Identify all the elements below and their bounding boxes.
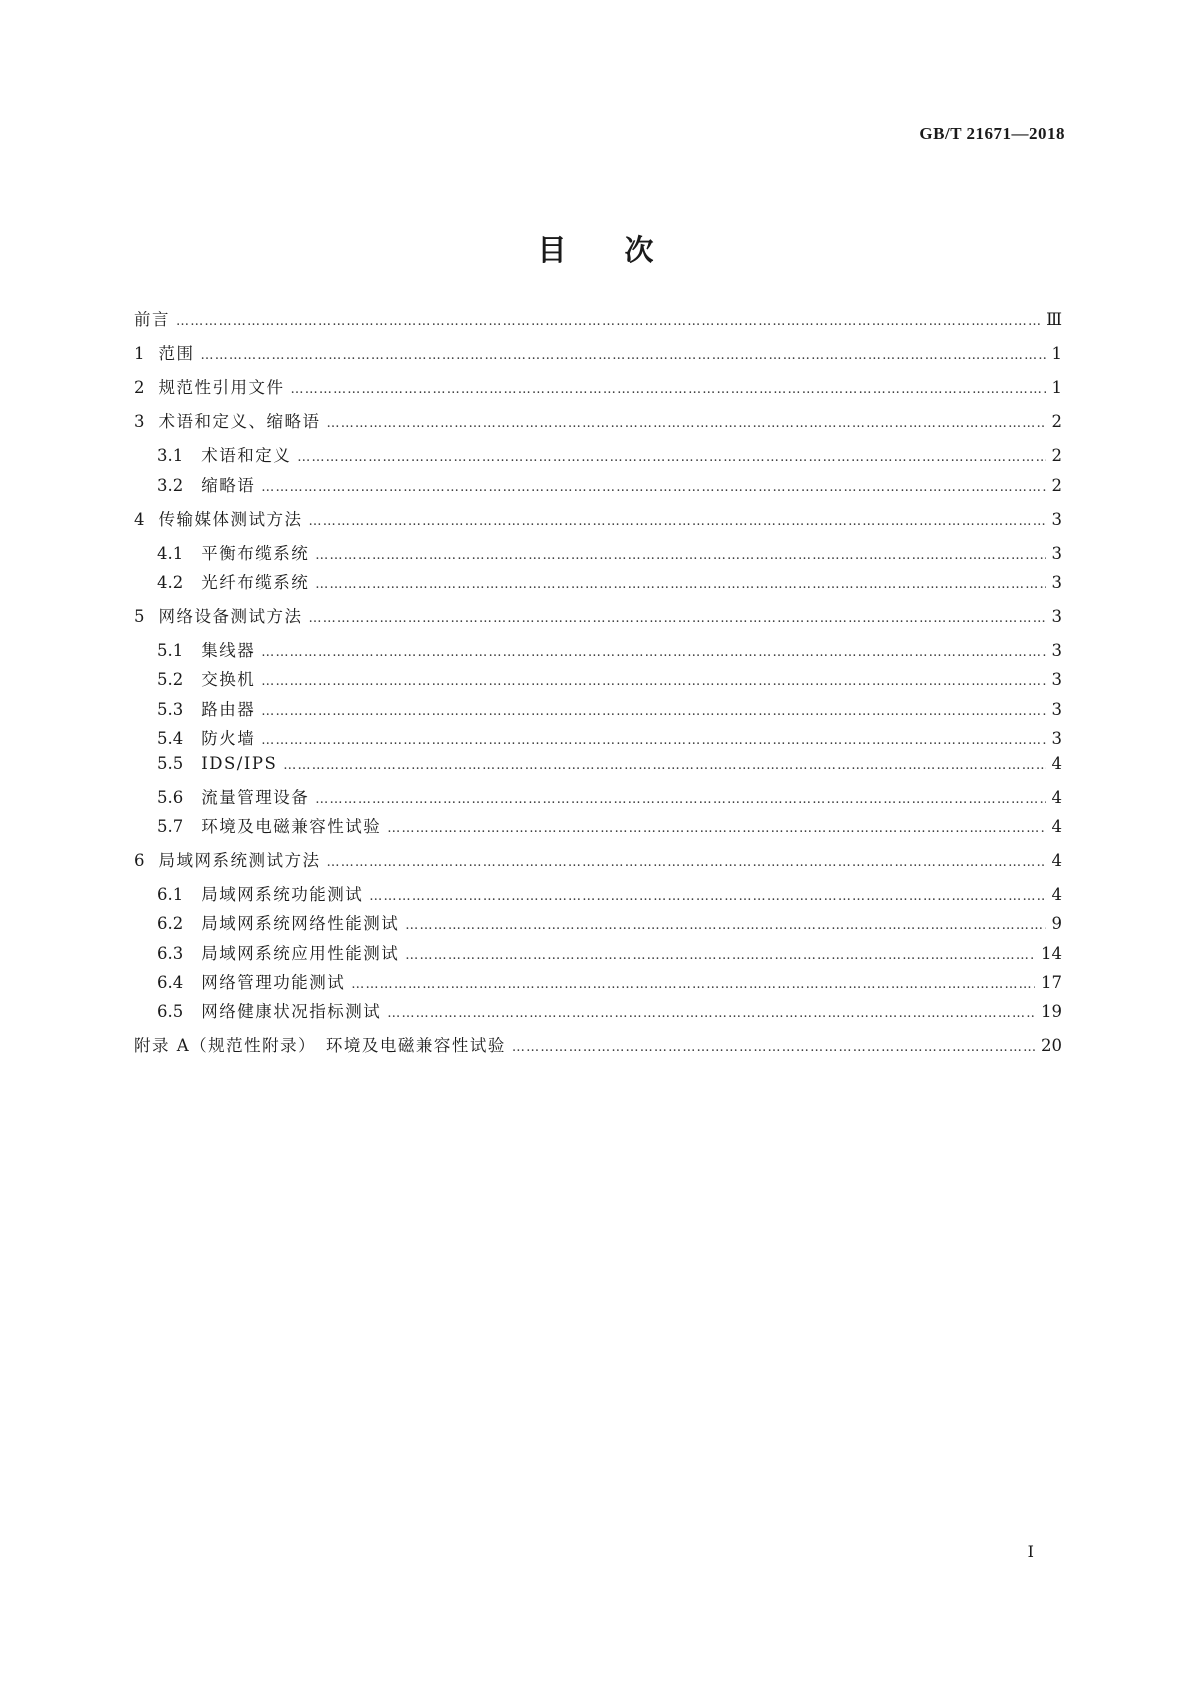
- toc-entry-page: 9: [1051, 914, 1062, 933]
- toc-entry[interactable]: [134, 374, 1062, 398]
- toc-entry[interactable]: [157, 754, 1062, 778]
- toc-entry-number: 3.1: [157, 446, 184, 465]
- toc-entry-label: 网络管理功能测试: [201, 973, 346, 992]
- toc-entry-page: 4: [1051, 788, 1062, 807]
- toc-entry-label: 术语和定义: [201, 446, 292, 465]
- toc-entry-number: 6.3: [157, 944, 184, 963]
- toc-entry-label: 平衡布缆系统: [201, 544, 310, 563]
- toc-entry-page: 2: [1051, 412, 1062, 431]
- toc-leader-dots: [261, 645, 1045, 660]
- toc-entry[interactable]: [157, 969, 1062, 993]
- toc-entry-number: 5: [134, 607, 145, 626]
- toc-leader-dots: [315, 792, 1045, 807]
- toc-entry-label: 光纤布缆系统: [201, 573, 310, 592]
- toc-leader-dots: [261, 733, 1045, 748]
- toc-entry-label: 前言: [134, 310, 170, 329]
- toc-leader-dots: [309, 514, 1046, 529]
- toc-entry[interactable]: [134, 506, 1062, 530]
- toc-leader-dots: [291, 382, 1046, 397]
- toc-leader-dots: [405, 918, 1045, 933]
- toc-entry-page: 4: [1051, 817, 1062, 836]
- toc-entry-page: 2: [1051, 476, 1062, 495]
- standard-code: GB/T 21671—2018: [919, 124, 1065, 143]
- toc-leader-dots: [351, 977, 1035, 992]
- toc-entry-page: 3: [1051, 510, 1062, 529]
- page-number: I: [1027, 1542, 1034, 1561]
- toc-entry-label: 附录 A（规范性附录） 环境及电磁兼容性试验: [134, 1036, 506, 1055]
- toc-entry-page: 3: [1051, 700, 1062, 719]
- toc-entry-label: 缩略语: [201, 476, 256, 495]
- toc-entry-label: 局域网系统功能测试: [201, 885, 364, 904]
- toc-entry[interactable]: [134, 306, 1062, 330]
- toc-entry-label: IDS/IPS: [201, 754, 278, 773]
- toc-leader-dots: [315, 577, 1045, 592]
- toc-entry-page: 4: [1051, 754, 1062, 773]
- toc-entry-number: 5.3: [157, 700, 184, 719]
- toc-entry[interactable]: [157, 472, 1062, 496]
- toc-entry-page: 4: [1051, 885, 1062, 904]
- toc-entry[interactable]: [134, 847, 1062, 871]
- title-char-2: 次: [624, 233, 654, 267]
- toc-leader-dots: [369, 889, 1045, 904]
- toc-entry-label: 范围: [158, 344, 195, 363]
- toc-leader-dots: [261, 704, 1045, 719]
- toc-entry-page: 3: [1051, 544, 1062, 563]
- toc-entry-number: 4.2: [157, 573, 184, 592]
- toc-entry-number: 3: [134, 412, 145, 431]
- toc-leader-dots: [261, 480, 1045, 495]
- toc-leader-dots: [405, 948, 1035, 963]
- toc-entry-page: 14: [1041, 944, 1062, 963]
- toc-entry[interactable]: [157, 725, 1062, 749]
- toc-leader-dots: [309, 611, 1046, 626]
- toc-entry-page: 3: [1051, 641, 1062, 660]
- toc-entry[interactable]: [157, 442, 1062, 466]
- toc-entry[interactable]: [157, 666, 1062, 690]
- toc-leader-dots: [297, 450, 1045, 465]
- toc-entry[interactable]: [157, 696, 1062, 720]
- toc-entry[interactable]: [134, 1032, 1062, 1056]
- toc-entry[interactable]: [134, 408, 1062, 432]
- toc-entry-number: 5.1: [157, 641, 184, 660]
- page-title: [0, 228, 1191, 269]
- toc-entry-page: 3: [1051, 729, 1062, 748]
- toc-entry-number: 6.2: [157, 914, 184, 933]
- toc-entry-label: 网络健康状况指标测试: [201, 1002, 382, 1021]
- toc-entry-page: 1: [1051, 378, 1062, 397]
- toc-entry[interactable]: [157, 940, 1062, 964]
- toc-entry-label: 路由器: [201, 700, 256, 719]
- toc-entry[interactable]: [157, 881, 1062, 905]
- toc-entry[interactable]: [157, 784, 1062, 808]
- toc-entry-number: 5.6: [157, 788, 184, 807]
- toc-leader-dots: [387, 821, 1045, 836]
- toc-entry[interactable]: [157, 540, 1062, 564]
- toc-entry-label: 传输媒体测试方法: [158, 510, 303, 529]
- toc-leader-dots: [512, 1040, 1035, 1055]
- title-char-1: 目: [537, 233, 567, 267]
- toc-leader-dots: [201, 348, 1046, 363]
- toc-entry-number: 6.4: [157, 973, 184, 992]
- toc-leader-dots: [327, 416, 1046, 431]
- toc-entry[interactable]: [134, 340, 1062, 364]
- toc-entry-page: 3: [1051, 670, 1062, 689]
- toc-entry-page: 3: [1051, 573, 1062, 592]
- toc-leader-dots: [176, 314, 1040, 329]
- toc-entry-label: 局域网系统测试方法: [158, 851, 321, 870]
- toc-leader-dots: [327, 855, 1046, 870]
- toc-entry-label: 流量管理设备: [201, 788, 310, 807]
- toc-entry-page: 20: [1041, 1036, 1062, 1055]
- toc-entry-page: 4: [1051, 851, 1062, 870]
- toc-entry-number: 4.1: [157, 544, 184, 563]
- toc-leader-dots: [261, 674, 1045, 689]
- toc-entry-page: 17: [1041, 973, 1062, 992]
- toc-entry[interactable]: [157, 910, 1062, 934]
- toc-entry-label: 术语和定义、缩略语: [158, 412, 321, 431]
- toc-entry-page: 1: [1051, 344, 1062, 363]
- toc-entry-label: 集线器: [201, 641, 256, 660]
- toc-leader-dots: [387, 1006, 1035, 1021]
- toc-entry-page: 3: [1051, 607, 1062, 626]
- toc-entry[interactable]: [157, 569, 1062, 593]
- toc-entry-page: 19: [1041, 1002, 1062, 1021]
- toc-entry-number: 5.5: [157, 754, 184, 773]
- toc-entry-page: 2: [1051, 446, 1062, 465]
- toc-entry-label: 环境及电磁兼容性试验: [201, 817, 382, 836]
- toc-entry[interactable]: [157, 813, 1062, 837]
- toc-entry-number: 5.4: [157, 729, 184, 748]
- toc-entry[interactable]: [157, 998, 1062, 1022]
- toc-entry-label: 局域网系统应用性能测试: [201, 944, 400, 963]
- toc-entry-number: 6: [134, 851, 145, 870]
- toc-entry-page: Ⅲ: [1046, 310, 1062, 329]
- toc-leader-dots: [283, 758, 1045, 773]
- toc-entry-number: 4: [134, 510, 145, 529]
- toc-entry[interactable]: [157, 637, 1062, 661]
- toc-entry-number: 2: [134, 378, 145, 397]
- toc-entry-number: 6.1: [157, 885, 184, 904]
- toc-entry-number: 6.5: [157, 1002, 184, 1021]
- toc-entry-number: 5.7: [157, 817, 184, 836]
- toc-entry-label: 局域网系统网络性能测试: [201, 914, 400, 933]
- toc-entry-label: 防火墙: [201, 729, 256, 748]
- toc-entry[interactable]: [134, 603, 1062, 627]
- toc-entry-number: 3.2: [157, 476, 184, 495]
- toc-entry-label: 网络设备测试方法: [158, 607, 303, 626]
- toc-entry-number: 1: [134, 344, 145, 363]
- toc-entry-number: 5.2: [157, 670, 184, 689]
- toc-leader-dots: [315, 548, 1045, 563]
- toc-entry-label: 规范性引用文件: [158, 378, 285, 397]
- toc-entry-label: 交换机: [201, 670, 256, 689]
